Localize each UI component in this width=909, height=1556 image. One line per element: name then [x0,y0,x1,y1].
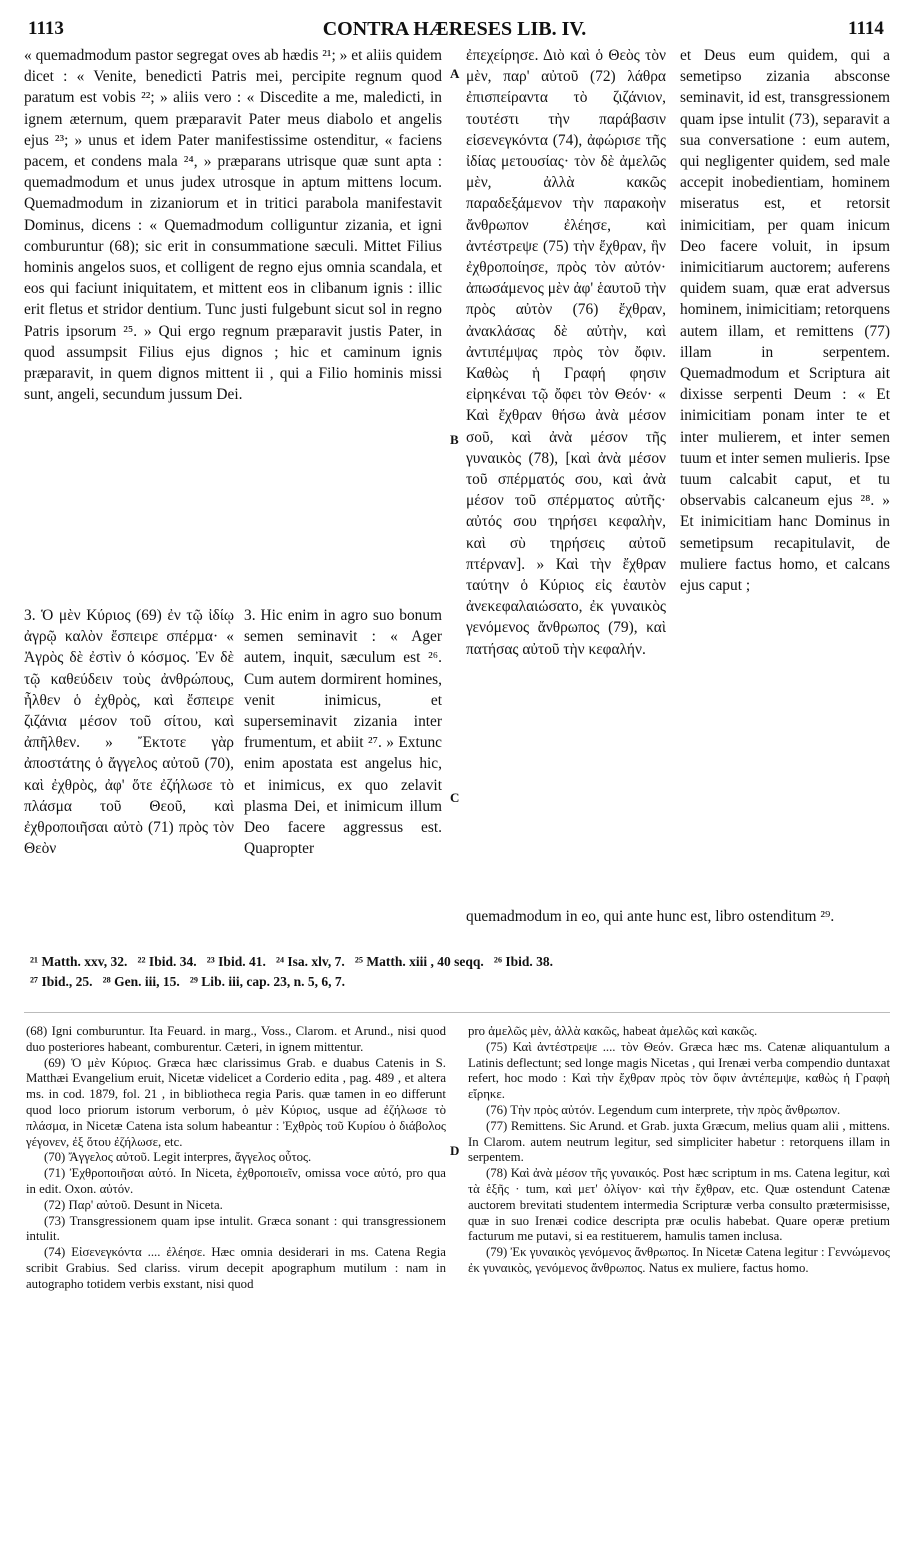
latin-column-right: et Deus eum quidem, qui a semetipso zizania absconse seminavit, id est, transgressionem quam ipse intulit (73), separavit a sua conversatione : eum autem, qui negligenter quidem, sed male accepit inobedientiam, hominem miseratus est, et retorsit inimicitiam, per quam inicum Deo facere voluit, in ipsum inimicitiarum auctorem; auferens quidem suam, quæ erat adversus hominem, inimicitiam; retorquens autem illam, et remittens (77) illam in serpentem. Quemadmodum et Scriptura ait dixisse serpenti Deum : « Et inimicitiam ponam inter te et inter mulierem, et inter semen tuum et inter semen mulieris. Ipse tuum calcabit caput, et tu observabis calcaneum ejus ²⁸. » Et inimicitiam hanc Dominus in semetipsum recapitulavit, de muliere factus homo, et calcans ejus caput ; [680,47,890,595]
note-paragraph: (77) Remittens. Sic Arund. et Grab. juxta Græcum, melius quam alii , mittens. In Clarom. autem neutrum legitur, sed simpliciter habetur : retorquens illam in serpentem. [468,1118,890,1165]
running-title: CONTRA HÆRESES LIB. IV. [322,18,587,40]
note-paragraph: (69) Ὁ μὲν Κύριος. Græca hæc clarissimus Grab. e duabus Catenis in S. Matthæi Evangelium eruit, Nicetæ videlicet a Corderio edita , pag. 489 , et altera ms. in cod. 1879, fol. 21 , in bibliotheca regia Paris. quæ tamen in eo differunt quod loco priorum istorum verborum, ὁ μὲν Κύριος, usque ad ἐζήλωσε τὸ πλάσμα, in Nicetæ Catena ista solum habeantur : Ἐχθρὸς τοῦ Κυρίου ὁ διάβολος γέγονεν, ἐξ ὅτου ἐζήλωσε, etc. [26,1055,446,1149]
note-paragraph: (71) Ἐχθροποιῆσαι αὐτό. In Niceta, ἐχθροποιεῖν, omissa voce αὐτό, pro qua in edit. Oxon. αὐτόν. [26,1166,446,1196]
notes-left-column [26,1024,446,1293]
margin-letter-a: A [450,66,460,81]
page-number-right: 1114 [848,18,884,39]
note-paragraph: (73) Transgressionem quam ipse intulit. Græca sonant : qui transgressionem intulit. [26,1213,446,1244]
note-paragraph: (74) Εἰσενεγκόντα .... ἐλέησε. Hæc omnia desiderari in ms. Catena Regia scribit Grabius. Sed clariss. virum decepit apographum mutilum : nam in autographo totidem verbis exstant, nisi quod [26,1245,446,1291]
note-paragraph: (68) Igni comburuntur. Ita Feuard. in marg., Voss., Clarom. et Arund., nisi quod duo posteriores habeant, comburentur. Cæteri, in ignem mittentur. [26,1024,446,1054]
note-paragraph: (78) Καὶ ἀνὰ μέσον τῆς γυναικός. Post hæc scriptum in ms. Catena legitur, καὶ τὰ ἑξῆς · tum, καὶ μετ' ὀλίγον· καὶ τὴν ἔχθραν, etc. Quæ ostendunt Catenæ auctorem brevitati studentem intermedia Scripturæ verba consulto prætermisisse, quæ in suo Irenæi codice descripta præ oculis habebat. Quare operæ pretium facturum me putavi, si ea restituerem, hamulis tamen inclusa. [468,1166,890,1244]
note-paragraph: (75) Καὶ ἀντέστρεψε .... τὸν Θεόν. Græca hæc ms. Catenæ aliquantulum a Latinis deflectunt; sed longe magis Nicetas , qui Irenæi verba compendio duntaxat refert, hoc modo : Καὶ τὴν ἔχθραν πρὸς τὸν ὄφιν ἀντέπεμψε, καθὼς ἡ Γραφὴ εἴρηκε. [468,1039,890,1102]
note-paragraph: (70) Ἄγγελος αὐτοῦ. Legit interpres, ἄγγελος οὗτος. [44,1150,312,1165]
latin-column-left: 3. Hic enim in agro suo bonum semen seminavit : « Ager autem, inquit, sæculum est ²⁶. Cum autem dormirent homines, venit inimicus, et superseminavit zizania inter frumentum, et abiit ²⁷. » Extunc enim apostata est angelus hic, et inimicus, ex quo zelavit plasma Dei, et inimicum illum Deo facere aggressus est. Quapropter [244,607,442,858]
note-paragraph: (79) Ἐκ γυναικὸς γενόμενος ἄνθρωπος. In Nicetæ Catena legitur : Γεννώμενος ἐκ γυναικὸς, γενόμενος ἄνθρωπος. Natus ex muliere, factus homo. [468,1245,890,1275]
margin-letter-d: D [450,1143,460,1158]
note-paragraph: pro ἀμελῶς μὲν, ἀλλὰ κακῶς, habeat ἀμελῶς καὶ κακῶς. [468,1024,758,1038]
scripture-references-line-1: ²¹ Matth. xxv, 32. ²² Ibid. 34. ²³ Ibid. 41. ²⁴ Isa. xlv, 7. ²⁵ Matth. xiii , 40 seqq. ²⁶ Ibid. 38. [30,954,554,969]
margin-letter-c: C [450,790,460,805]
divider [24,1012,890,1013]
scripture-references-line-2: ²⁷ Ibid., 25. ²⁸ Gen. iii, 15. ²⁹ Lib. iii, cap. 23, n. 5, 6, 7. [30,974,345,989]
note-paragraph: (76) Τὴν πρὸς αὐτόν. Legendum cum interprete, τὴν πρὸς ἄνθρωπον. [486,1102,841,1117]
greek-column-right: ἐπεχείρησε. Διὸ καὶ ὁ Θεὸς τὸν μὲν, παρ' αὐτοῦ (72) λάθρα ἐπισπείραντα τὸ ζιζάνιον, τουτέστι τὴν παράβασιν εἰσενεγκόντα (74), ἀφώρισε τῆς ἰδίας μετουσίας· τὸν δὲ ἀμελῶς μὲν, ἀλλὰ κακῶς παραδεξάμενον τὴν παρακοὴν ἄνθρωπον ἐλέησε, καὶ ἀντέστρεψε (75) τὴν ἔχθραν, ἣν ἐχθροποίησε, πρὸς τὸν αὐτόν· ἀπωσάμενος μὲν ἀφ' ἑαυτοῦ τὴν πρὸς αὐτὸν (76) ἔχθραν, ἀνακλάσας δὲ αὐτὴν, καὶ ἀντιπέμψας πρὸς τὸν ὄφιν. Καθὼς ἡ Γραφή φησιν εἰρηκέναι τῷ ὄφει τὸν Θεόν· « Καὶ ἔχθραν θήσω ἀνὰ μέσον σοῦ, καὶ ἀνὰ μέσον τῆς γυναικὸς (78), [καὶ ἀνὰ μέσον τοῦ σπέρματός σου, καὶ ἀνὰ μέσον τοῦ σπέρματος αὐτῆς· αὐτός σου τηρήσει κεφαλὴν, καὶ σὺ τηρήσεις αὐτοῦ πτέρναν]. » Καὶ τὴν ἔχθραν ταύτην ὁ Κύριος εἰς ἑαυτὸν ἀνεκεφαλαιώσατο, ἐκ γυναικὸς γενόμενος ἄνθρωπος (79), καὶ πατήσας αὐτοῦ τὴν κεφαλήν. [466,47,666,658]
note-paragraph: (72) Παρ' αὐτοῦ. Desunt in Niceta. [44,1197,223,1212]
margin-letter-b: B [450,432,459,447]
greek-column-left: 3. Ὁ μὲν Κύριος (69) ἐν τῷ ἰδίῳ ἀγρῷ καλὸν ἔσπειρε σπέρμα· « Ἀγρὸς δὲ ἐστὶν ὁ κόσμος. Ἐν δὲ τῷ καθεύδειν τοὺς ἀνθρώπους, ἦλθεν ὁ ἐχθρὸς, καὶ ἔσπειρε ζιζάνια μέσον τοῦ σίτου, καὶ ἀπῆλθεν. » Ἔκτοτε γὰρ ἀποστάτης ὁ ἄγγελος αὐτοῦ (70), καὶ ἐχθρὸς, ἀφ' ὅτε ἐζήλωσε τὸ πλάσμα τοῦ Θεοῦ, καὶ ἐχθροποιῆσαι αὐτὸ (71) πρὸς τὸν Θεὸν [24,607,234,858]
notes-right-column [468,1024,890,1277]
page-number-left: 1113 [28,18,64,39]
latin-text-top: « quemadmodum pastor segregat oves ab hædis ²¹; » et aliis quidem dicet : « Venite, benedicti Patris mei, percipite regnum quod paratum est vobis ²²; » aliis vero : « Discedite a me, maledicti, in ignem æternum, quem præparavit Pater meus diabolo et angelis ejus ²³; » unus et idem Pater manifestissime ostenditur, « faciens pacem, et condens mala ²⁴, » præparans utrisque quæ sunt apta : quemadmodum et unus judex utrosque in aptum mittens locum. Quemadmodum in zizaniorum et in tritici parabola manifestavit Dominus, dicens : « Quemadmodum colliguntur zizania, et igni comburuntur (68); sic erit in consummatione sæculi. Mittet Filius hominis angelos suos, et colligent de regno ejus omnia scandala, et eos qui faciunt iniquitatem, et mittent eos in clibanum ignis : illic erit fletus et stridor dentium. Tunc justi fulgebunt sicut sol in regno Patris ipsorum ²⁵. » Qui ergo regnum præparavit justis Pater, in quod assumpsit Filius ejus dignos ; hic et caminum ignis præparavit, in quem dignos mittent ii , qui a Filio hominis missi sunt, angeli, secundum jussum Dei. [24,47,442,404]
latin-tail: quemadmodum in eo, qui ante hunc est, libro ostenditum ²⁹. [466,908,835,925]
